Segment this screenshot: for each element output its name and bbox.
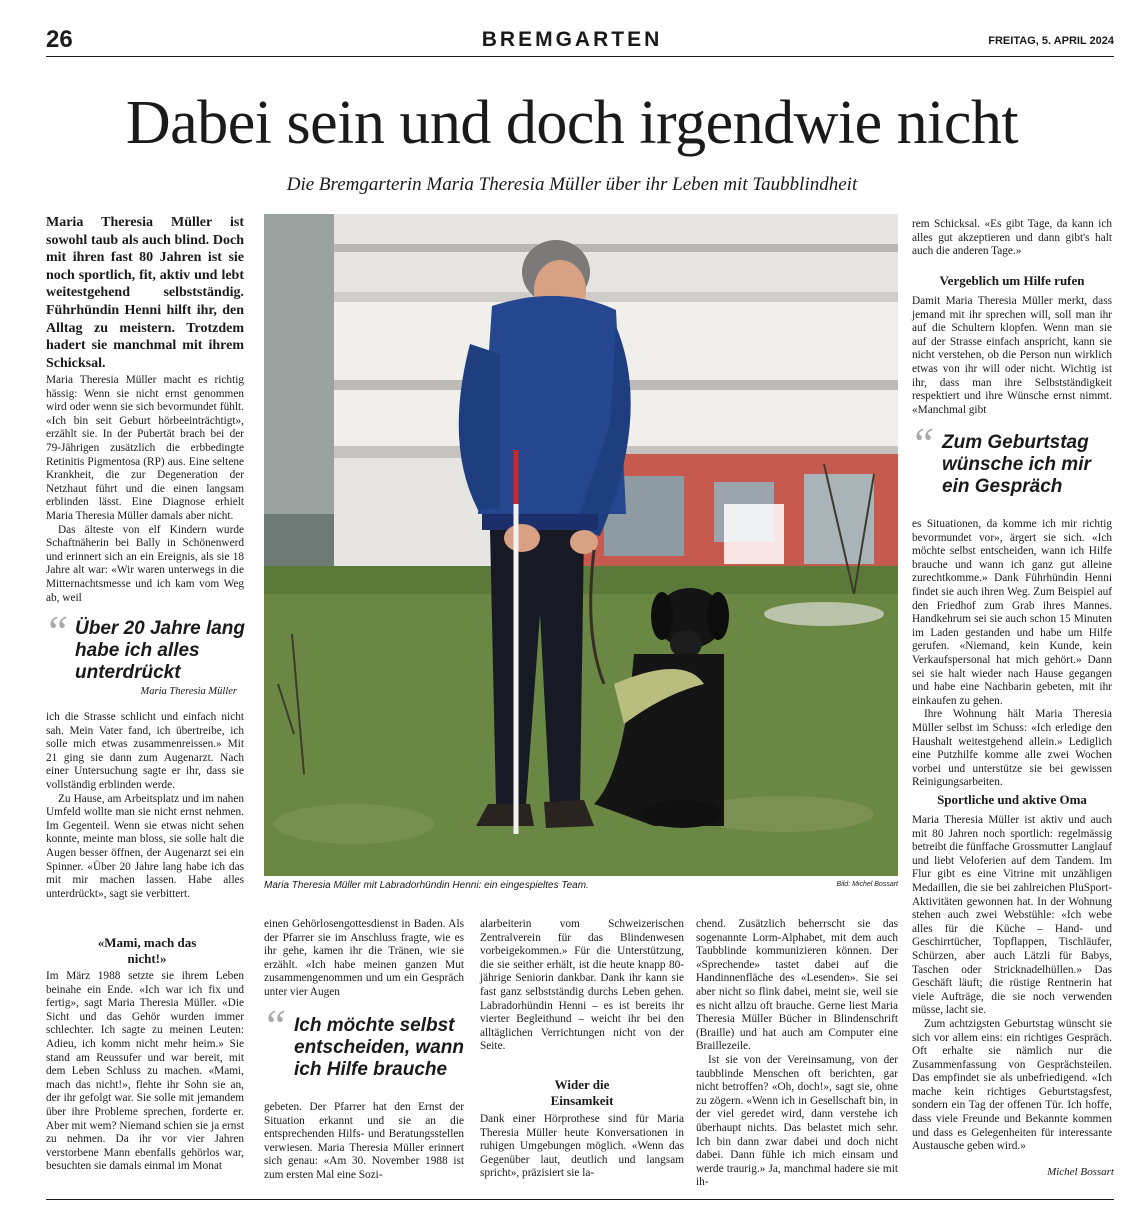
paragraph: chend. Zusätzlich beherrscht sie das sogenannte Lorm-Alphabet, mit dem auch Taubblinde kommunizieren können. Der «Sprechende» tastet dabei auf die Handinnenfläche des «Lesenden». Sie sei aber nicht so flink dabei, meint sie, weil sie es nicht allzu oft brauche. Gerne liest Maria Theresia Müller Bücher in Blindenschrift (Braille) und hat auch am Computer eine Braillezeile. — [696, 918, 898, 1053]
footer-rule — [46, 1199, 1114, 1200]
subheadline: Die Bremgarterin Maria Theresia Müller über ihr Leben mit Taubblindheit — [286, 174, 858, 195]
paragraph: Damit Maria Theresia Müller merkt, dass jemand mit ihr sprechen will, soll man ihr auf die Schultern klopfen. Wenn man sie auf der Strasse einfach anspricht, kann sie nicht verstehen, ob die Person nun wirklich etwas von ihr will oder nicht. Wichtig ist ihr, dass man ihre Selbstständigkeit respektiert und ihre Wünsche ernst nimmt. «Manchmal gibt — [912, 295, 1112, 416]
quote-mark-icon: “ — [910, 419, 935, 468]
paragraph: alarbeiterin vom Schweizerischen Zentralverein für das Blindenwesen vorbeigekommen.» Für die Unterstützung, die sie seither erhält, ist die heute knapp 80-jährige Seniorin dankbar. Dank ihr kann sie fast ganz selbstständig durchs Leben gehen. Labradorhündin Henni – es ist bereits ihr vierter Begleithund – weicht ihr bei den alltäglichen Verrichtungen nicht von der Seite. — [480, 918, 684, 1053]
column-4 — [696, 918, 898, 1190]
headline: Dabei sein und doch irgendwie nicht — [125, 89, 1019, 157]
paragraph: Im März 1988 setzte sie ihrem Leben beinahe ein Ende. «Ich war ich fix und fertig», sagt Maria Theresia Müller. «Die Sicht und das Gehör wurden immer schlechter. Ich sagte zu meinen Leuten: Adieu, ich komm nicht mehr heim.» Sie stand am Reussufer und war bereit, mit dem Leben Schluss zu machen. «Mami, mach das nicht!», flehte ihr Sohn sie an, der ihr gefolgt war. Sie solle mit jemandem über ihre Probleme sprechen, forderte er. Aber mit wem? Niemand schien sie ja ernst zu nehmen. Da ihr vor vier Jahren verstorbene Mann ebenfalls gehörlos war, besuchten sie damals einmal im Monat — [46, 970, 244, 1173]
paragraph: Ihre Wohnung hält Maria Theresia Müller selbst im Schuss: «Ich erledige den Haushalt weitestgehend allein.» Lediglich eine Putzhilfe komme alle zwei Wochen vorbei und unterstütze sie bei gewissen Reinigungsarbeiten. — [912, 708, 1112, 789]
photo-credit: Bild: Michel Bossart — [836, 881, 898, 888]
paragraph: Maria Theresia Müller ist aktiv und auch mit 80 Jahren noch sportlich: regelmässig betreibt die fünffache Grossmutter Langlauf und liebt Veloferien auf dem Tandem. Im Flur gibt es eine Vitrine mit unzähligen Medaillen, die sie bei zahlreichen PluSport-Aktivitäten gewonnen hat. In der Wohnung stehen auch zwei Webstühle: «Ich webe alles für die Küche – Hand- und Geschirrtücher, Topflappen, Tischläufer, Schürzen, aber auch Lätzli für Babys, Taschen oder Stricknadelhüllen.» Das Geschäft läuft; die rüstige Rentnerin hat viele Aufträge, die sie noch verwenden müsse, lacht sie. — [912, 814, 1112, 1017]
paragraph: ich die Strasse schlicht und einfach nicht sah. Mein Vater fand, ich übertreibe, ich solle mich etwas zusammenreissen.» Mit 21 ging sie dann zum Augenarzt. Nach einer Untersuchung sagte er ihr, dass sie vollständig erblinden werde. — [46, 711, 244, 791]
paragraph: gebeten. Der Pfarrer hat den Ernst der Situation erkannt und sie an die entsprechenden Hilfs- und Beratungsstellen verwiesen. Maria Theresia Müller erinnert sich genau: «Am 30. November 1988 ist zum ersten Mal eine Sozi- — [264, 1101, 464, 1181]
paragraph: Zum achtzigsten Geburtstag wünscht sie sich vor allem eins: ein richtiges Gespräch. Oft erhalte sie nämlich nur die Zusammenfassung von Gesprächsteilen. Das empfindet sie als unbefriedigend. «Ich mache kein richtiges Geburtstagsfest, sondern ein Tag der offenen Tür. Ich hoffe, dass viele Freunde und Bekannte kommen und dass es Gelegenheiten für interessante Austausche geben wird.» — [912, 1017, 1112, 1153]
subtitle-oma: Sportliche und aktive Oma — [937, 792, 1087, 807]
paragraph: Dank einer Hörprothese sind für Maria Theresia Müller heute Konversationen in ruhigen Umgebungen möglich. «Wenn das Gegenüber laut, deutlich und langsam spricht», präzisiert sie la- — [480, 1113, 684, 1180]
photo-caption: Maria Theresia Müller mit Labradorhündin Henni: ein eingespieltes Team. — [264, 880, 589, 891]
photo-maria-and-henni — [264, 214, 898, 876]
subtitle-mami: «Mami, mach das nicht!» — [97, 935, 197, 966]
column-1-top — [46, 374, 244, 605]
column-5-upper — [912, 295, 1112, 417]
subtitle-einsamkeit: Wider die Einsamkeit — [550, 1077, 614, 1108]
column-5-middle — [912, 518, 1112, 790]
column-1-middle — [46, 711, 244, 901]
header-rule — [46, 56, 1114, 57]
lead-paragraph: Maria Theresia Müller ist sowohl taub als auch blind. Doch mit ihren fast 80 Jahren ist sie noch sportlich, fit, aktiv und lebt weitestgehend selbstständig. Führhündin Henni hilft ihr, den Alltag zu meistern. Trotzdem hadert sie manchmal mit ihrem Schicksal. — [46, 215, 244, 371]
column-1-bottom — [46, 970, 244, 1174]
quote-mark-icon: “ — [262, 1001, 287, 1050]
issue-date: FREITAG, 5. APRIL 2024 — [988, 35, 1114, 47]
column-2-top — [264, 918, 464, 1000]
byline: Michel Bossart — [1047, 1166, 1114, 1178]
paragraph: es Situationen, da komme ich mir richtig bevormundet vor», ärgert sie sich. «Ich möchte selbst entscheiden, wann ich Hilfe brauche und wann ich ganz gut alleine zurechtkomme.» Dank Führhündin Henni findet sie auch ihren Weg. Zum Beispiel auf den Friedhof zum Grab ihres Mannes. Handkehrum sei sie auch schon 15 Minuten im Laden gestanden und habe um Hilfe gerufen. «Niemand, kein Kunde, kein Verkaufspersonal hat mich gehört.» Dann sei sie halt wieder nach Hause gegangen und habe eine Nachbarin gebeten, mit ihr einkaufen zu gehen. — [912, 518, 1112, 707]
pull-quote-2: Ich möchte selbst entscheiden, wann ich Hilfe brauche — [294, 1015, 464, 1080]
paragraph: Ist sie von der Vereinsamung, von der taubblinde Menschen oft berichten, gar nicht betroffen? «Oh, doch!», sagt sie, ohne zu zögern. «Wenn ich in Gesellschaft bin, in der viel geredet wird, dann verstehe ich überhaupt nichts. Das belastet mich sehr. Ich bin dann zwar dabei und doch nicht dabei. Dann fühle ich mich einsam und werde traurig.» Ja, manchmal hadere sie mit ih- — [696, 1053, 898, 1189]
column-5-bottom — [912, 814, 1112, 1154]
column-2-bottom — [264, 1101, 464, 1183]
quote-mark-icon: “ — [44, 607, 69, 656]
paragraph: rem Schicksal. «Es gibt Tage, da kann ich alles gut akzeptieren und dann gibt's halt auch die anderen Tage.» — [912, 218, 1112, 258]
paragraph: einen Gehörlosengottesdienst in Baden. Als der Pfarrer sie im Anschluss fragte, wie es ihr gehe, kamen ihr die Tränen, wie sie erzählt. «Ich habe meinen ganzen Mut zusammengenommen und um ein Gespräch unter vier Augen — [264, 918, 464, 998]
pull-quote-1: Über 20 Jahre lang habe ich alles unterdrückt — [75, 618, 246, 683]
section-title: BREMGARTEN — [481, 28, 663, 51]
paragraph: Zu Hause, am Arbeitsplatz und im nahen Umfeld wollte man sie nicht ernst nehmen. Im Gegenteil. Wenn sie etwas nicht sehen konnte, meinte man bloss, sie solle halt die Augen besser öffnen, der Augenarzt sei ein Spinner. «Über 20 Jahre lang habe ich das mit mir machen lassen. Habe alles unterdrückt», sagt sie verbittert. — [46, 792, 244, 900]
pull-quote-3: Zum Geburtstag wünsche ich mir ein Gespräch — [942, 432, 1091, 497]
column-3-bottom — [480, 1113, 684, 1181]
paragraph: Maria Theresia Müller macht es richtig hässig: Wenn sie nicht ernst genommen wird oder wenn sie sich bevormundet fühlt. «Ich bin seit Geburt hörbeeinträchtigt», erzählt sie. In der Pubertät brach bei der 79-Jährigen zusätzlich die erbbedingte Retinitis Pigmentosa (RP) aus. Eine seltene Krankheit, die zur Degeneration der Netzhaut führt und die einen langsam erblinden lässt. Eine Diagnose erhielt Maria Theresia Müller damals aber nicht. — [46, 374, 244, 522]
subtitle-hilfe: Vergeblich um Hilfe rufen — [939, 273, 1085, 288]
column-3-top — [480, 918, 684, 1054]
paragraph: Das älteste von elf Kindern wurde Schaftnäherin bei Bally in Schönenwerd und erinnert sich an ein Ereignis, als sie 18 Jahre alt war: «Wir waren unterwegs in die Mitternachtsmesse und ich kam vom Weg ab, weil — [46, 523, 244, 604]
column-5-top — [912, 218, 1112, 259]
pull-quote-1-source: Maria Theresia Müller — [140, 686, 237, 697]
page-number: 26 — [46, 26, 73, 53]
